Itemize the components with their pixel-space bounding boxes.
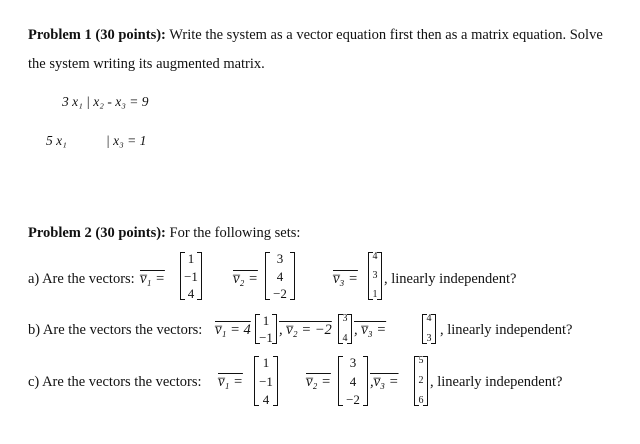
part-b-v1-label: v̅₁ = 4 (215, 322, 251, 338)
part-a-v3-matrix (368, 252, 382, 300)
part-c-suffix: , linearly independent? (430, 374, 563, 390)
problem1-heading: Problem 1 (30 points): (28, 27, 166, 43)
problem1-equation-2-rhs: | x₃ = 1 (106, 133, 147, 148)
part-b-suffix: , linearly independent? (440, 322, 573, 338)
matrix-entry: 3 (276, 251, 284, 266)
problem2-intro: For the following sets: (169, 225, 301, 241)
part-b-label: b) Are the vectors the vectors: (28, 322, 203, 338)
problem1-equation-2-lhs: 5 x₁ (46, 133, 67, 148)
problem1-text-line2: the system writing its augmented matrix. (28, 56, 265, 72)
matrix-entry: −2 (273, 286, 287, 301)
matrix-entry: 4 (372, 251, 378, 262)
matrix-entry: −1 (184, 268, 198, 284)
matrix-entry: 4 (426, 313, 432, 324)
part-a-v3-label: v̅₃ = (333, 271, 358, 287)
part-c-v1-label: v̅₁ = (218, 374, 243, 390)
matrix-entry: −1 (259, 330, 273, 345)
matrix-entry: −2 (346, 392, 360, 407)
matrix-entry: 4 (349, 373, 357, 389)
part-a-label: a) Are the vectors: (28, 271, 135, 287)
part-b-v1-matrix (255, 314, 277, 344)
part-b-v2-label: , v̅₂ = −2 (279, 322, 332, 338)
part-a-suffix: , linearly independent? (384, 271, 517, 287)
part-c-v2-label: v̅₂ = (306, 374, 331, 390)
problem2-heading: Problem 2 (30 points): (28, 225, 166, 241)
part-a-v2-matrix (265, 252, 295, 300)
matrix-entry: 5 (418, 355, 424, 366)
matrix-entry: 3 (342, 313, 348, 324)
part-c-v3-matrix (414, 356, 428, 406)
matrix-entry: 3 (372, 270, 378, 281)
part-c-v1-matrix (254, 356, 278, 406)
matrix-entry: 1 (187, 251, 195, 266)
part-c-v2-matrix (338, 356, 368, 406)
matrix-entry: 2 (418, 375, 424, 386)
part-a-v2-label: v̅₂ = (233, 271, 258, 287)
problem1-equation-1: 3 x₁ | x₂ - x₃ = 9 (62, 94, 149, 109)
matrix-entry: 4 (342, 333, 348, 344)
matrix-entry: 3 (349, 355, 357, 370)
matrix-entry: 1 (262, 355, 270, 370)
problem2-heading-line (28, 225, 300, 242)
matrix-entry: 1 (372, 289, 378, 300)
matrix-entry: 4 (262, 392, 270, 407)
matrix-entry: 4 (276, 268, 284, 284)
part-c-label: c) Are the vectors the vectors: (28, 374, 202, 390)
matrix-entry: 3 (426, 333, 432, 344)
part-b-v2-matrix (338, 314, 352, 344)
problem1-line1 (28, 27, 603, 44)
matrix-entry: −1 (259, 373, 273, 389)
problem1-text-line1: Write the system as a vector equation first then as a matrix equation. Solve (169, 27, 603, 43)
part-c-v3-label: ,v̅₃ = (370, 374, 399, 390)
part-b-v3-label: , v̅₃ = (354, 322, 387, 338)
part-a-v1-label: v̅₁ = (140, 271, 165, 287)
part-a-v1-matrix (180, 252, 202, 300)
matrix-entry: 4 (187, 286, 195, 301)
part-b-v3-matrix (422, 314, 436, 344)
matrix-entry: 1 (262, 313, 270, 328)
matrix-entry: 6 (418, 395, 424, 406)
